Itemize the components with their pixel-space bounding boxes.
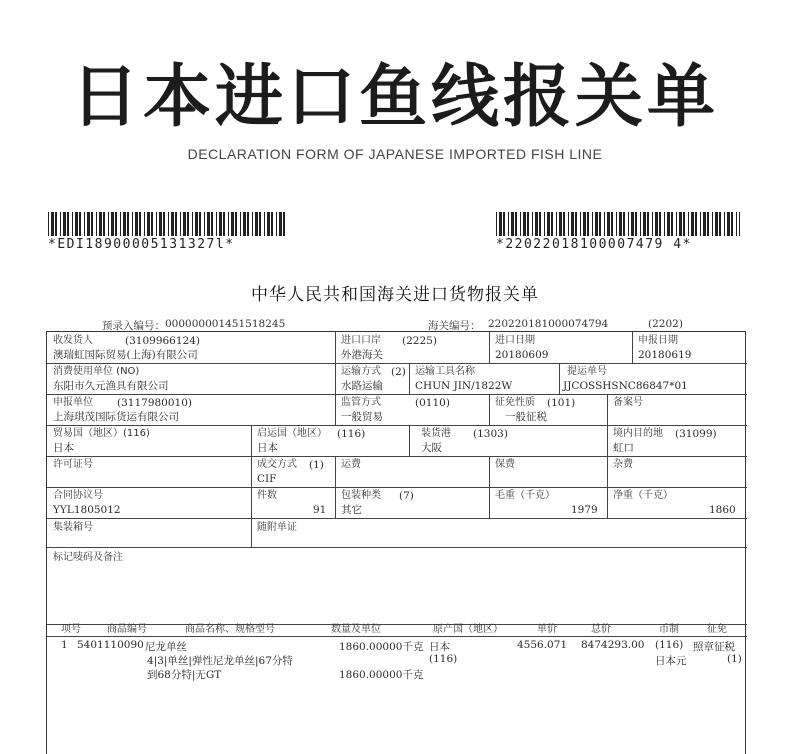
deal-mode-label: 成交方式 (257, 459, 297, 470)
item-total-price: 8474293.00 (581, 639, 645, 651)
transport-mode-value: 水路运输 (341, 380, 383, 392)
bill-value: JJCOSSHSNC86847*01 (563, 380, 688, 392)
gross-weight-label: 毛重（千克） (495, 490, 555, 501)
barcode-left-text: *EDI18900005131327l* (48, 237, 235, 252)
barcode-left (48, 212, 288, 252)
item-spec-line1: 4|3|单丝|弹性尼龙单丝|67分特 (147, 655, 293, 667)
container-label: 集装箱号 (53, 522, 93, 533)
record-label: 备案号 (613, 397, 643, 408)
supervision-value: 一般贸易 (341, 411, 383, 423)
net-weight-value: 1860 (709, 504, 736, 516)
supervision-label: 监管方式 (341, 397, 381, 408)
package-label: 包装种类 (341, 490, 381, 501)
col-header-qty: 数量及单位 (331, 624, 381, 635)
barcode-right (496, 212, 740, 252)
declare-date-value: 20180619 (638, 349, 692, 361)
bill-label: 提运单号 (567, 366, 607, 377)
import-port-value: 外港海关 (341, 349, 383, 361)
trade-country-value: 日本 (53, 442, 74, 454)
origin-country-value: 日本 (257, 442, 278, 454)
item-code: 5401110090 (77, 639, 144, 651)
net-weight-label: 净重（千克） (613, 490, 673, 501)
pre-entry-label: 预录入编号： (102, 320, 165, 332)
marks-label: 标记唛码及备注 (53, 552, 123, 563)
deal-mode-value: CIF (257, 473, 277, 485)
item-spec-line2: 到68分特|无GT (147, 669, 222, 681)
customs-code: (2202) (648, 318, 683, 330)
levy-code: (101) (547, 397, 576, 409)
destination-code: (31099) (675, 428, 717, 440)
declarant-value: 上海琪茂国际货运有限公司 (53, 411, 179, 423)
pre-entry-value: 000000001451518245 (165, 318, 286, 330)
loading-port-label: 装货港 (421, 428, 451, 439)
pieces-label: 件数 (257, 490, 277, 501)
customs-no-value: 220220181000074794 (488, 318, 609, 330)
consumer-value: 东阳市久元渔具有限公司 (53, 380, 169, 392)
consignee-code: (3109966124) (125, 335, 200, 347)
license-label: 许可证号 (53, 459, 93, 470)
declarant-label: 申报单位 (53, 397, 93, 408)
import-date-label: 进口日期 (495, 335, 535, 346)
declaration-form (46, 331, 746, 754)
col-header-unit-price: 单价 (537, 624, 557, 635)
consignee-label: 收发货人 (53, 335, 93, 346)
declare-date-label: 申报日期 (638, 335, 678, 346)
deal-mode-code: (1) (309, 459, 324, 471)
origin-country-code: (116) (337, 428, 366, 440)
misc-label: 杂费 (613, 459, 633, 470)
col-header-currency: 币制 (659, 624, 679, 635)
page-subtitle: DECLARATION FORM OF JAPANESE IMPORTED FISH LINE (187, 146, 603, 162)
transport-mode-code: (2) (391, 366, 406, 378)
freight-label: 运费 (341, 459, 361, 470)
import-port-code: (2225) (402, 335, 437, 347)
insurance-label: 保费 (495, 459, 515, 470)
item-name: 尼龙单丝 (145, 641, 187, 653)
col-header-no: 项号 (61, 624, 81, 635)
trade-country-label: 贸易国（地区）(116) (53, 428, 150, 439)
transport-tool-label: 运输工具名称 (415, 366, 475, 377)
gross-weight-value: 1979 (571, 504, 598, 516)
item-currency: 日本元 (655, 655, 687, 667)
import-date-value: 20180609 (495, 349, 549, 361)
item-unit-price: 4556.071 (517, 639, 568, 651)
import-port-label: 进口口岸 (341, 335, 381, 346)
item-levy: 照章征税 (693, 641, 735, 653)
barcode-right-bars (496, 212, 740, 236)
contract-label: 合同协议号 (53, 490, 103, 501)
item-qty1: 1860.00000千克 (339, 641, 424, 653)
item-levy-code: (1) (727, 653, 742, 665)
package-value: 其它 (341, 504, 362, 516)
customs-no-label: 海关编号： (428, 320, 481, 332)
pieces-value: 91 (313, 504, 327, 516)
item-origin-code: (116) (429, 653, 458, 665)
loading-port-code: (1303) (473, 428, 508, 440)
barcode-right-text: *22022018100007479 4* (496, 237, 692, 252)
col-header-code: 商品编号 (107, 624, 147, 635)
item-no: 1 (61, 639, 68, 651)
consumer-label: 消费使用单位 (NO) (53, 366, 140, 377)
col-header-name: 商品名称、规格型号 (185, 624, 275, 635)
item-origin: 日本 (429, 641, 450, 653)
package-code: (7) (399, 490, 414, 502)
destination-value: 虹口 (613, 442, 634, 454)
declarant-code: (3117980010) (117, 397, 192, 409)
col-header-levy: 征免 (707, 624, 727, 635)
levy-value: 一般征税 (505, 411, 547, 423)
col-header-total-price: 总价 (591, 624, 611, 635)
item-currency-code: (116) (655, 639, 684, 651)
transport-tool-value: CHUN JIN/1822W (415, 380, 513, 392)
consignee-value: 澳瑞虹国际贸易(上海)有限公司 (53, 349, 198, 361)
page-title: 日本进口鱼线报关单 (70, 58, 719, 137)
levy-label: 征免性质 (495, 397, 535, 408)
transport-mode-label: 运输方式 (341, 366, 381, 377)
item-qty2: 1860.00000千克 (339, 669, 424, 681)
docs-label: 随附单证 (257, 522, 297, 533)
origin-country-label: 启运国（地区） (257, 428, 327, 439)
document-title: 中华人民共和国海关进口货物报关单 (251, 285, 539, 305)
barcode-left-bars (48, 212, 288, 236)
contract-value: YYL1805012 (53, 504, 121, 516)
col-header-origin: 原产国（地区） (433, 624, 503, 635)
supervision-code: (0110) (415, 397, 450, 409)
destination-label: 境内目的地 (613, 428, 663, 439)
loading-port-value: 大阪 (421, 442, 442, 454)
